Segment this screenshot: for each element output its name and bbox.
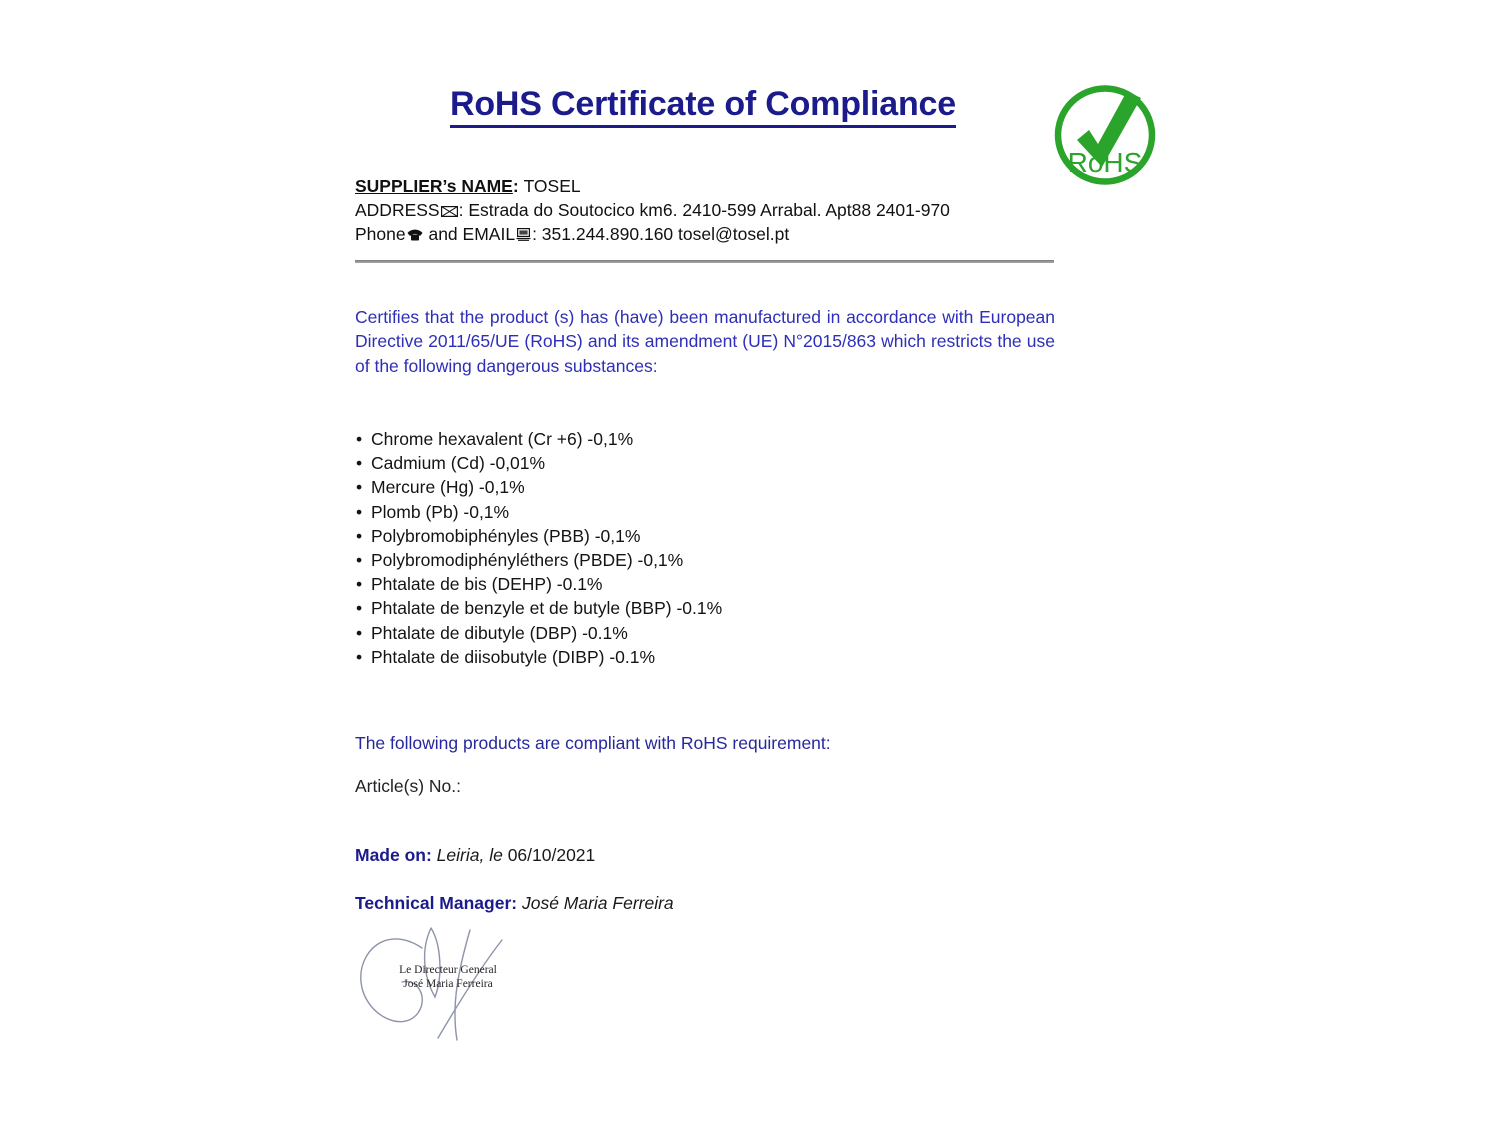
substances-list — [356, 427, 1016, 669]
supplier-name-sep: : — [512, 176, 524, 196]
compliance-statement: The following products are compliant with RoHS requirement: — [355, 733, 831, 753]
page-title: RoHS Certificate of Compliance — [450, 86, 956, 128]
list-item: • Phtalate de benzyle et de butyle (BBP) -0.1% — [356, 596, 1016, 620]
supplier-name-value: TOSEL — [523, 176, 581, 196]
list-item: • Cadmium (Cd) -0,01% — [356, 451, 1016, 475]
signature-area — [352, 916, 522, 1051]
list-item: • Phtalate de dibutyle (DBP) -0.1% — [356, 621, 1016, 645]
list-item: • Polybromobiphényles (PBB) -0,1% — [356, 524, 1016, 548]
supplier-contact-line — [355, 222, 1055, 246]
supplier-address-line — [355, 198, 1055, 222]
phone-label: Phone — [355, 224, 406, 244]
supplier-name-label: SUPPLIER’s NAME — [355, 176, 513, 196]
title-wrap — [353, 86, 1053, 128]
list-item: • Chrome hexavalent (Cr +6) -0,1% — [356, 427, 1016, 451]
logo-label: RoHS — [1067, 147, 1143, 178]
list-item: • Phtalate de bis (DEHP) -0.1% — [356, 572, 1016, 596]
articles-label: Article(s) No.: — [355, 776, 461, 796]
made-on-line — [355, 845, 1115, 866]
made-on-date: 06/10/2021 — [502, 845, 596, 865]
stamp-line2: José Maria Ferreira — [403, 978, 493, 990]
address-value: : Estrada do Soutocico km6. 2410-599 Arrabal. Apt88 2401-970 — [458, 200, 950, 220]
stamp-line1: Le Directeur General — [399, 964, 497, 976]
made-on-place: Leiria, le — [431, 845, 503, 865]
contact-value: : 351.244.890.160 tosel@tosel.pt — [532, 224, 790, 244]
technical-manager-line — [355, 893, 1115, 914]
list-item: • Plomb (Pb) -0,1% — [356, 500, 1016, 524]
divider-rule — [355, 260, 1054, 263]
address-label: ADDRESS — [355, 200, 440, 220]
made-on-label: Made on: — [355, 845, 432, 865]
certification-paragraph: Certifies that the product (s) has (have) been manufactured in accordance with European Directive 2011/65/UE (RoHS) and its amendment (UE) N°2015/863 which restricts the use of the following dangerous substances: — [355, 307, 1055, 376]
list-item: • Polybromodiphényléthers (PBDE) -0,1% — [356, 548, 1016, 572]
manager-name: José Maria Ferreira — [517, 893, 674, 913]
envelope-icon — [441, 206, 458, 217]
supplier-block — [355, 174, 1055, 246]
rohs-logo-graphic — [1052, 83, 1158, 187]
stamp-text — [390, 963, 506, 991]
computer-icon — [516, 228, 531, 241]
manager-label: Technical Manager: — [355, 893, 518, 913]
list-item: • Phtalate de diisobutyle (DIBP) -0.1% — [356, 645, 1016, 669]
and-email-label: and EMAIL — [423, 224, 516, 244]
rohs-logo — [1052, 83, 1158, 192]
list-item: • Mercure (Hg) -0,1% — [356, 475, 1016, 499]
phone-icon — [407, 228, 423, 241]
supplier-name-line — [355, 174, 1055, 198]
